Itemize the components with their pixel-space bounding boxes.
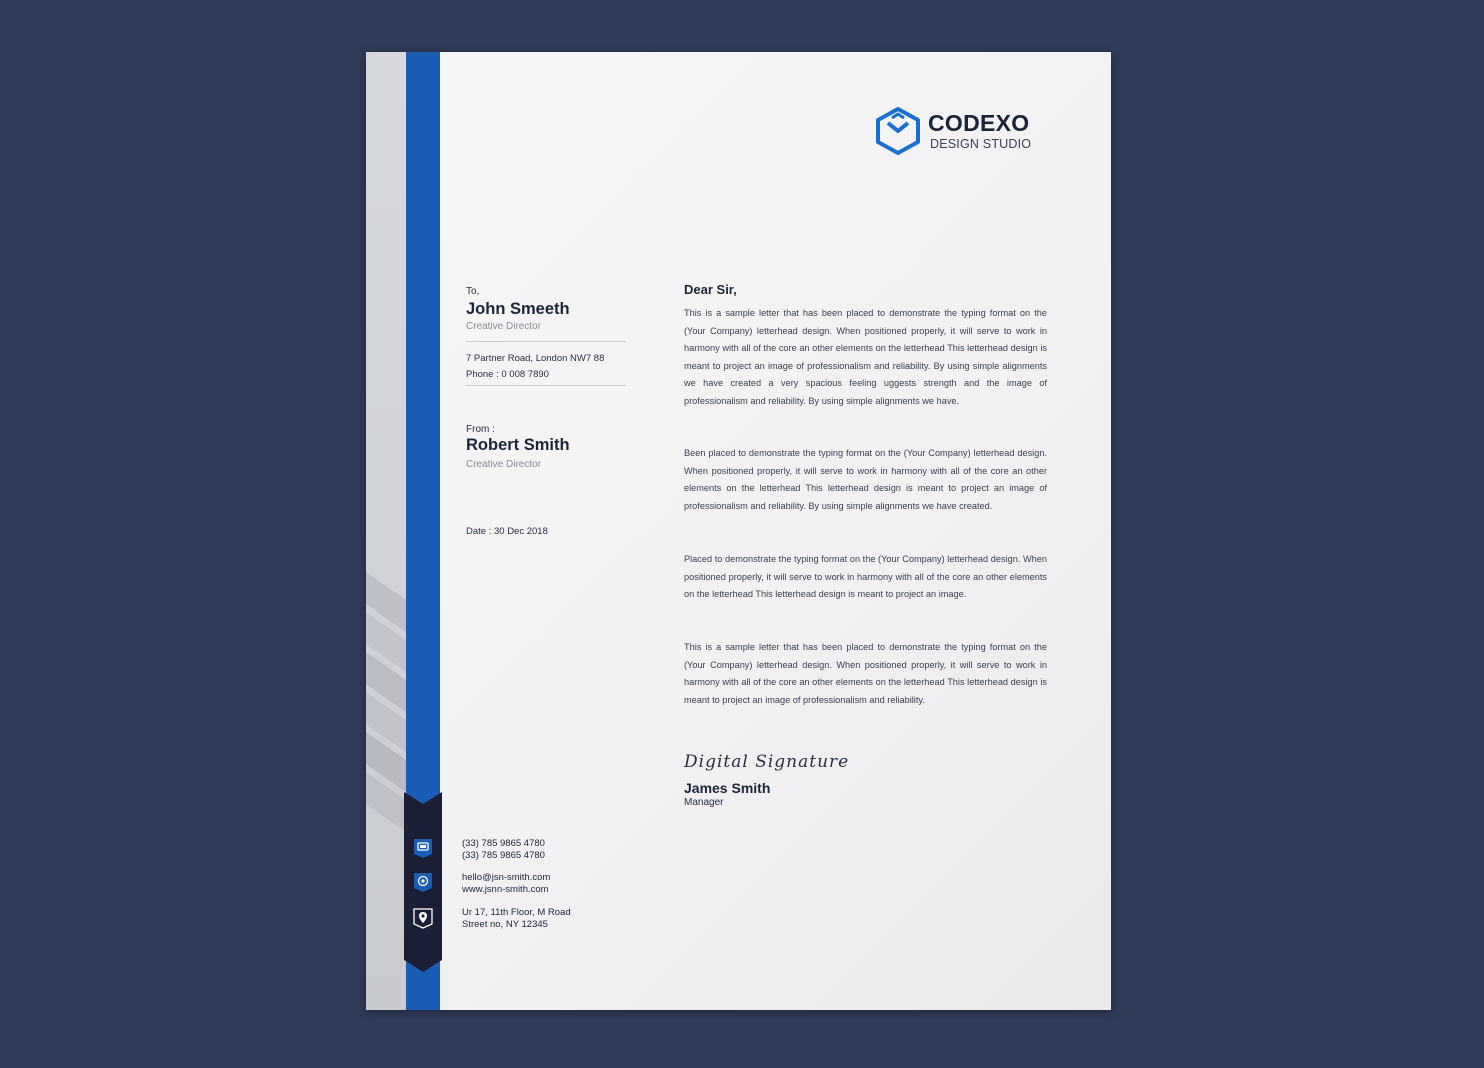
- recipient-name: John Smeeth: [466, 300, 570, 318]
- location-icon: [411, 906, 435, 930]
- contact-phone-1: (33) 785 9865 4780: [462, 838, 545, 849]
- phone-icon: [411, 836, 435, 860]
- letter-paragraph: This is a sample letter that has been placed to demonstrate the typing format on the (Your Company) letterhead design. When positioned properly, it will serve to work in harmony with all of the core an other elements on the letterhead This letterhead design is meant to project an image of professionalism and reliability. By using simple alignments we have created a very spacious feeling uggests strength and the image of professionalism and reliability. By using simple alignments we have.: [684, 308, 1047, 406]
- signer-name: James Smith: [684, 780, 771, 796]
- letter-paragraph: Been placed to demonstrate the typing format on the (Your Company) letterhead design. When positioned properly, it will serve to work in harmony with all of the core an other elements on the letterhead This letterhead design is meant to project an image of professionalism and reliability. By using simple alignments we have created.: [684, 448, 1047, 511]
- recipient-phone: Phone : 0 008 7890: [466, 369, 549, 380]
- cube-logo-icon: [874, 106, 922, 156]
- letterhead-sheet: [366, 52, 1111, 1010]
- contact-phone-2: (33) 785 9865 4780: [462, 850, 545, 861]
- contact-website: www.jsnn-smith.com: [462, 884, 549, 895]
- brand-tagline: DESIGN STUDIO: [930, 137, 1032, 151]
- sender-name: Robert Smith: [466, 436, 570, 454]
- left-gray-band: [366, 52, 406, 1010]
- contact-email: hello@jsn-smith.com: [462, 872, 551, 883]
- from-label: From :: [466, 424, 495, 435]
- letter-greeting: Dear Sir,: [684, 282, 737, 297]
- sender-title: Creative Director: [466, 459, 542, 470]
- email-icon: [411, 870, 435, 894]
- recipient-address: 7 Partner Road, London NW7 88: [466, 353, 605, 364]
- letter-paragraph: This is a sample letter that has been placed to demonstrate the typing format on the (Your Company) letterhead design. When positioned properly, it will serve to work in harmony with all of the core an other elements on the letterhead This letterhead design is meant to project an image of professionalism and reliability.: [684, 642, 1047, 705]
- letter-paragraph: Placed to demonstrate the typing format on the (Your Company) letterhead design. When positioned properly, it will serve to work in harmony with all of the core an other elements on the letterhead This letterhead design is meant to project an image.: [684, 554, 1047, 600]
- letter-date: Date : 30 Dec 2018: [466, 526, 548, 537]
- signer-role: Manager: [684, 797, 724, 808]
- to-label: To,: [466, 286, 480, 297]
- brand-name: CODEXO: [928, 110, 1030, 136]
- digital-signature: Digital Signature: [684, 752, 850, 772]
- brand-logo: [874, 106, 1044, 158]
- contact-address-2: Street no, NY 12345: [462, 919, 548, 930]
- recipient-title: Creative Director: [466, 321, 542, 332]
- diagonal-stripes: [366, 572, 406, 832]
- recipient-divider: [466, 341, 626, 342]
- contact-address-1: Ur 17, 11th Floor, M Road: [462, 907, 571, 918]
- recipient-info-divider: [466, 385, 626, 386]
